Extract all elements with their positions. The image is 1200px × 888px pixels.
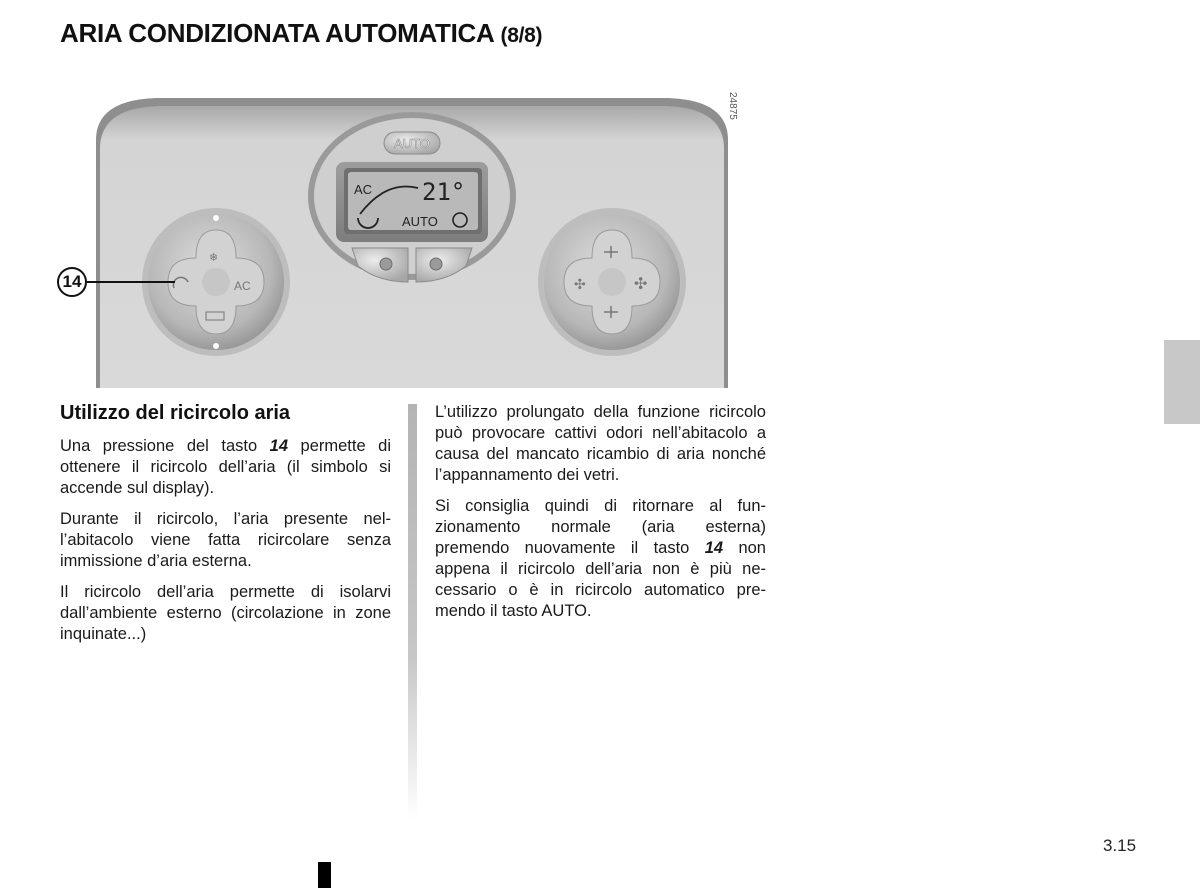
right-column (435, 402, 766, 632)
key-reference: 14 (704, 539, 724, 557)
svg-text:❄: ❄ (209, 251, 219, 264)
p2-text-a: Si consiglia quindi di ritornare al funzionamento normale (aria esterna) premendo nuovamente il tasto (435, 497, 766, 557)
callout-14: 14 (57, 267, 87, 297)
lcd-temperature: 21° (422, 178, 466, 206)
paragraph-1 (60, 436, 391, 499)
callout-leader-line (87, 281, 175, 283)
p2-text-b: non appena il ricircolo dell’aria non è più necessario o è in ricircolo automatico premendo il tasto AUTO. (435, 539, 766, 620)
left-column (60, 400, 391, 655)
fan-increase-icon: ✣ (634, 274, 648, 293)
column-divider (408, 404, 417, 820)
title-suffix: (8/8) (500, 24, 543, 47)
page-title (60, 18, 542, 49)
p1-text-b: permette di ottenere il ricircolo dell’aria (il simbolo si accende sul display). (60, 437, 391, 497)
right-control-knob[interactable] (538, 208, 686, 356)
climate-panel-svg (96, 80, 728, 388)
lcd-auto-indicator: AUTO (402, 214, 438, 229)
p1-text-a: Una pressione del tasto (60, 437, 270, 455)
key-reference: 14 (269, 437, 289, 455)
figure-code: 24875 (727, 92, 738, 120)
print-mark (318, 862, 331, 888)
left-knob-ac-label: AC (234, 279, 251, 293)
page-number: 3.15 (1103, 836, 1137, 855)
auto-button-label: AUTO (394, 136, 430, 151)
fan-decrease-icon: ✣ (574, 277, 586, 293)
chapter-tab (1164, 340, 1200, 424)
section-heading: Utilizzo del ricircolo aria (60, 402, 291, 424)
note-paragraph-1: L’utilizzo prolungato della funzione ricircolo può provocare cattivi odori nell’abitacolo a causa del mancato ricambio di aria nonché l’appannamento dei vetri. (435, 403, 766, 484)
note-paragraph-2 (435, 496, 766, 622)
climate-panel-illustration (96, 80, 728, 388)
lcd-ac-indicator: AC (354, 182, 373, 197)
paragraph-2: Durante il ricircolo, l’aria presente nell’abitacolo viene fatta ricircolare senza immissione d’aria esterna. (60, 510, 391, 570)
title-text: ARIA CONDIZIONATA AUTOMATICA (60, 18, 494, 48)
paragraph-3: Il ricircolo dell’aria permette di isolarvi dall’ambiente esterno (circolazione in zone inquinate...) (60, 583, 391, 643)
